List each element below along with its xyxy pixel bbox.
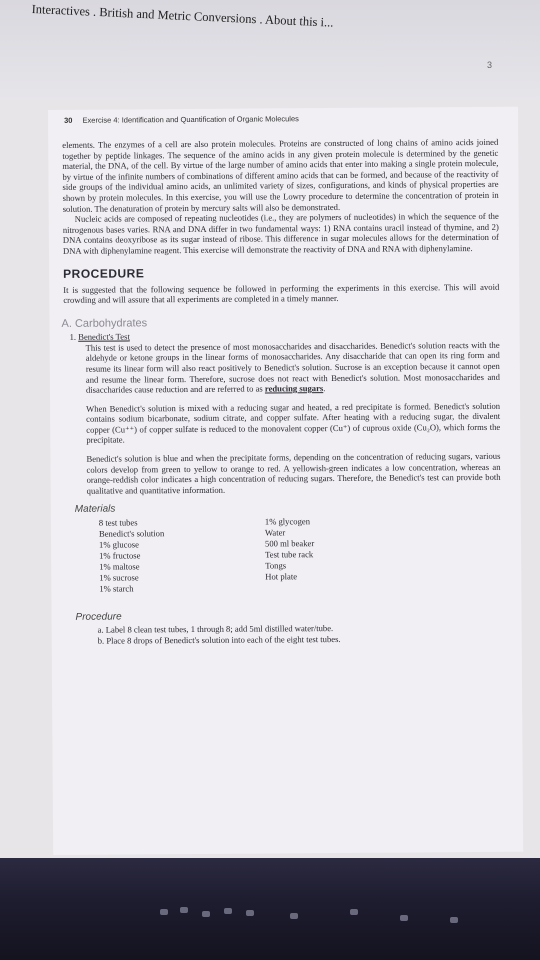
material-item: Benedict's solution — [98, 528, 165, 540]
browser-title[interactable]: Interactives . British and Metric Conversions . About this i... — [31, 2, 334, 30]
page-corner-number: 3 — [487, 60, 493, 70]
procedure-step-a: a. Label 8 clean test tubes, 1 through 8; add 5ml distilled water/tube. — [97, 623, 334, 636]
browser-bar — [0, 0, 540, 100]
keyboard-keys — [150, 905, 500, 935]
running-header — [64, 114, 299, 125]
benedicts-text — [74, 339, 502, 648]
material-item: 1% sucrose — [99, 572, 139, 584]
procedure-intro: It is suggested that the following sequence be followed in performing the experiments in this exercise. This will avoid crowding and will assure that all experiments are completed in a timely manner. — [63, 281, 500, 306]
running-header-text: Exercise 4: Identification and Quantification of Organic Molecules — [82, 114, 299, 125]
material-item: Test tube rack — [265, 549, 314, 560]
materials-heading: Materials — [74, 503, 116, 516]
document-page — [48, 107, 523, 855]
item-number: 1. — [69, 331, 77, 342]
material-item: Hot plate — [265, 571, 298, 582]
material-item: 8 test tubes — [98, 517, 138, 529]
material-item: Water — [264, 527, 286, 538]
material-item: 1% maltose — [99, 561, 140, 573]
benedicts-paragraph-2: When Benedict's solution is mixed with a reducing sugar and heated, a red precipitate is formed. Benedict's solution contains sodium bicarbonate, sodium citrate, and copper sulfate. After heating with a reducing sugar, the divalent copper (Cu⁺⁺) of copper sulfate is reduced to the monovalent copper (Cu⁺) of cuprous oxide (Cu₂O), which forms the precipitate. — [86, 400, 501, 446]
material-item: 1% glucose — [99, 539, 139, 551]
intro-paragraph-1: elements. The enzymes of a cell are also protein molecules. Proteins are constructed of long chains of amino acids joined together by peptide linkages. The sequence of the amino acids in any given protein molecule is determined by the genetic material, the DNA, of the cell. By virtue of the large number of amino acids that enter into making a single protein molecule, by virtue of the infinite numbers of combinations of different amino acids that can be formed, and because of the reactivity of side groups of the individual amino acids, an unlimited variety of sizes, configurations, and kinds of physical properties are shown by protein molecules. In this exercise, you will use the Lowry procedure to determine the concentration of protein in solution. The denaturation of protein by mercury salts will also be demonstrated. — [62, 136, 499, 214]
item-title: Benedict's Test — [78, 331, 130, 342]
intro-paragraph-2: Nucleic acids are composed of repeating nucleotides (i.e., they are polymers of nucleotides) in which the sequence of the nitrogenous bases varies. RNA and DNA differ in two fundamental ways: 1) RNA contains uracil instead of thymine, and 2) DNA contains deoxyribose as its sugar instead of ribose. This difference in sugar molecules allows for the determination of DNA with diphenylamine reagent. This exercise will demonstrate the reactivity of DNA and RNA with diphenylamine. — [62, 211, 499, 256]
benedicts-paragraph-1: This test is used to detect the presence of most monosaccharides and disaccharides. Benedict's solution reacts with the aldehyde or ketone groups in the linear forms of monosaccharides. Any disaccharide that can open its ring form and resume its linear form will also react positively to Benedict's solution. Sucrose is an exception because it cannot open and resume the linear form. Therefore, sucrose does not react with Benedict's solution. Most monosaccharides and disaccharides cause reduction and are referred to as reducing sugars. — [85, 339, 500, 395]
procedure-heading: PROCEDURE — [63, 265, 145, 281]
reducing-sugars-term: reducing sugars — [264, 383, 324, 394]
page-content — [62, 137, 502, 647]
materials-list — [99, 515, 502, 602]
page-number: 30 — [64, 115, 73, 125]
procedure-step-b: b. Place 8 drops of Benedict's solution into each of the eight test tubes. — [97, 634, 341, 647]
material-item: 500 ml beaker — [264, 538, 315, 549]
carbohydrates-heading: A. Carbohydrates — [61, 317, 148, 330]
material-item: 1% starch — [99, 583, 134, 595]
procedure-steps-heading: Procedure — [75, 611, 122, 624]
material-item: 1% glycogen — [264, 516, 311, 527]
materials-right-column — [265, 517, 315, 583]
materials-left-column — [99, 518, 165, 595]
material-item: 1% fructose — [99, 550, 141, 562]
benedicts-paragraph-3: Benedict's solution is blue and when the precipitate forms, depending on the concentration of reducing sugars, various colors develop from green to yellow to orange to red. A yellowish-green indicates a low concentration, whereas an orange-reddish color indicates a high concentration of reducing sugars. Therefore, the Benedict's test can provide both qualitative and quantitative information. — [86, 450, 501, 496]
material-item: Tongs — [265, 560, 287, 571]
